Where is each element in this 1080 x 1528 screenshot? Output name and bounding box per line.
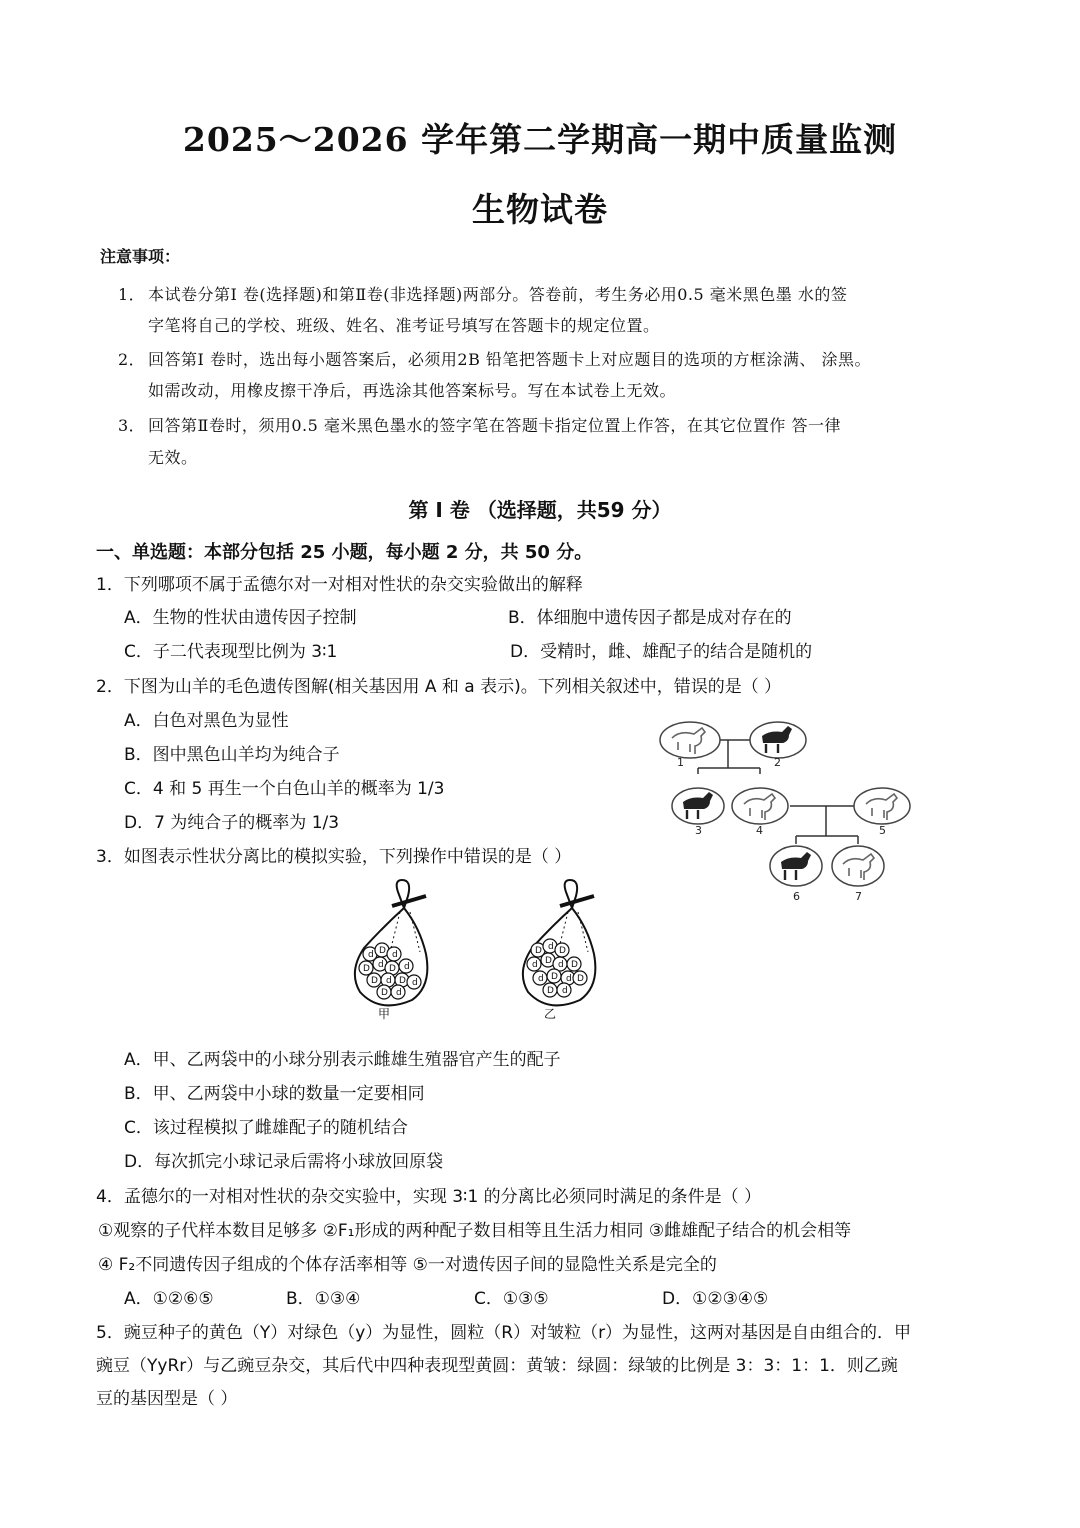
notice-item-1-line2: 字笔将自己的学校、班级、姓名、准考证号填写在答题卡的规定位置。 (148, 316, 660, 335)
pedigree-label-2: 2 (774, 756, 781, 769)
pedigree-label-4: 4 (756, 824, 763, 837)
section1-title: 一、单选题：本部分包括 25 小题，每小题 2 分，共 50 分。 (96, 542, 593, 563)
svg-text:d: d (404, 962, 410, 972)
q3-option-d: D．每次抓完小球记录后需将小球放回原袋 (124, 1152, 444, 1172)
svg-text:D: D (535, 946, 542, 956)
q5-stem-line3: 豆的基因型是（ ） (96, 1389, 238, 1409)
pedigree-individual-6 (770, 846, 822, 886)
exam-title: 2025～2026 学年第二学期高一期中质量监测 (182, 120, 898, 159)
q4-option-a: A．①②⑥⑤ (124, 1289, 214, 1309)
q3-option-c: C．该过程模拟了雌雄配子的随机结合 (124, 1118, 408, 1138)
svg-text:D: D (547, 986, 554, 996)
svg-text:d: d (386, 976, 392, 986)
goat-pedigree-figure (650, 708, 930, 908)
notice-item-1-num: 1． (118, 285, 146, 304)
pedigree-individual-4 (732, 788, 788, 824)
svg-text:d: d (392, 950, 398, 960)
svg-text:D: D (545, 956, 552, 966)
svg-text:D: D (399, 976, 406, 986)
svg-text:D: D (551, 972, 558, 982)
q4-option-c: C．①③⑤ (474, 1289, 549, 1309)
pedigree-individual-7 (832, 846, 884, 886)
q5-stem-line1: 5．豌豆种子的黄色（Y）对绿色（y）为显性，圆粒（R）对皱粒（r）为显性，这两对基因是自由组合的．甲 (96, 1323, 912, 1343)
svg-text:D: D (389, 964, 396, 974)
q4-stem: 4．孟德尔的一对相对性状的杂交实验中，实现 3∶1 的分离比必须同时满足的条件是（ ） (96, 1187, 762, 1207)
q1-option-b: B．体细胞中遗传因子都是成对存在的 (508, 608, 792, 628)
pedigree-label-1: 1 (677, 756, 684, 769)
q1-option-d: D．受精时，雌、雄配子的结合是随机的 (510, 642, 813, 662)
svg-text:D: D (379, 946, 386, 956)
svg-text:d: d (562, 986, 568, 996)
svg-text:d: d (558, 960, 564, 970)
pedigree-individual-2 (750, 722, 806, 758)
notice-item-2-num: 2． (118, 350, 146, 369)
bag-label-jia: 甲 (378, 1007, 391, 1021)
svg-text:d: d (566, 974, 572, 984)
svg-text:d: d (532, 960, 538, 970)
q4-conditions-line2: ④ F₂不同遗传因子组成的个体存活率相等 ⑤一对遗传因子间的显隐性关系是完全的 (98, 1255, 717, 1275)
bag-label-yi: 乙 (544, 1007, 557, 1021)
notice-item-3-line1: 回答第Ⅱ卷时，须用0.5 毫米黑色墨水的签字笔在答题卡指定位置上作答，在其它位置作 答一律 (148, 416, 841, 435)
svg-text:D: D (381, 988, 388, 998)
q2-option-c: C．4 和 5 再生一个白色山羊的概率为 1/3 (124, 779, 445, 799)
svg-text:D: D (363, 964, 370, 974)
pedigree-label-6: 6 (793, 890, 800, 903)
q3-option-a: A．甲、乙两袋中的小球分别表示雌雄生殖器官产生的配子 (124, 1050, 561, 1070)
svg-text:D: D (577, 974, 584, 984)
q4-option-b: B．①③④ (286, 1289, 361, 1309)
q2-option-b: B．图中黑色山羊均为纯合子 (124, 745, 340, 765)
svg-text:d: d (412, 978, 418, 988)
pedigree-label-3: 3 (695, 824, 702, 837)
q1-stem: 1．下列哪项不属于孟德尔对一对相对性状的杂交实验做出的解释 (96, 575, 583, 595)
q1-option-a: A．生物的性状由遗传因子控制 (124, 608, 357, 628)
svg-text:d: d (368, 950, 374, 960)
pedigree-individual-3 (672, 788, 724, 824)
q5-stem-line2: 豌豆（YyRr）与乙豌豆杂交，其后代中四种表现型黄圆：黄皱：绿圆：绿皱的比例是 3：3：1：1．则乙豌 (96, 1356, 898, 1376)
notice-item-3-line2: 无效。 (148, 448, 198, 467)
svg-text:d: d (548, 942, 554, 952)
q1-option-c: C．子二代表现型比例为 3∶1 (124, 642, 338, 662)
q4-option-d: D．①②③④⑤ (662, 1289, 769, 1309)
q3-stem: 3．如图表示性状分离比的模拟实验，下列操作中错误的是（ ） (96, 847, 572, 867)
pedigree-individual-1 (660, 722, 720, 758)
pedigree-label-7: 7 (855, 890, 862, 903)
q2-option-a: A．白色对黑色为显性 (124, 711, 289, 731)
svg-text:d: d (378, 960, 384, 970)
notice-item-2-line2: 如需改动，用橡皮擦干净后，再选涂其他答案标号。写在本试卷上无效。 (148, 381, 677, 400)
exam-subject: 生物试卷 (472, 190, 608, 229)
q4-conditions-line1: ①观察的子代样本数目足够多 ②F₁形成的两种配子数目相等且生活力相同 ③雌雄配子结合的机会相等 (98, 1221, 852, 1241)
svg-text:D: D (571, 960, 578, 970)
pedigree-individual-5 (854, 788, 910, 824)
notice-item-2-line1: 回答第Ⅰ 卷时，选出每小题答案后，必须用2B 铅笔把答题卡上对应题目的选项的方框涂满、 涂黑。 (148, 350, 872, 369)
notice-heading: 注意事项： (100, 247, 181, 266)
notice-item-1-line1: 本试卷分第Ⅰ 卷(选择题)和第Ⅱ卷(非选择题)两部分。答卷前，考生务必用0.5 毫米黑色墨 水的签 (148, 285, 848, 304)
svg-text:d: d (396, 988, 402, 998)
q2-stem: 2．下图为山羊的毛色遗传图解(相关基因用 A 和 a 表示)。下列相关叙述中，错误的是（ ） (96, 677, 782, 697)
q3-option-b: B．甲、乙两袋中小球的数量一定要相同 (124, 1084, 425, 1104)
svg-text:d: d (538, 974, 544, 984)
bag-simulation-figure (330, 872, 630, 1032)
pedigree-label-5: 5 (879, 824, 886, 837)
part1-title: 第 I 卷 （选择题，共59 分） (408, 498, 672, 522)
notice-item-3-num: 3． (118, 416, 146, 435)
svg-text:D: D (559, 946, 566, 956)
q2-option-d: D．7 为纯合子的概率为 1/3 (124, 813, 340, 833)
svg-text:D: D (371, 976, 378, 986)
